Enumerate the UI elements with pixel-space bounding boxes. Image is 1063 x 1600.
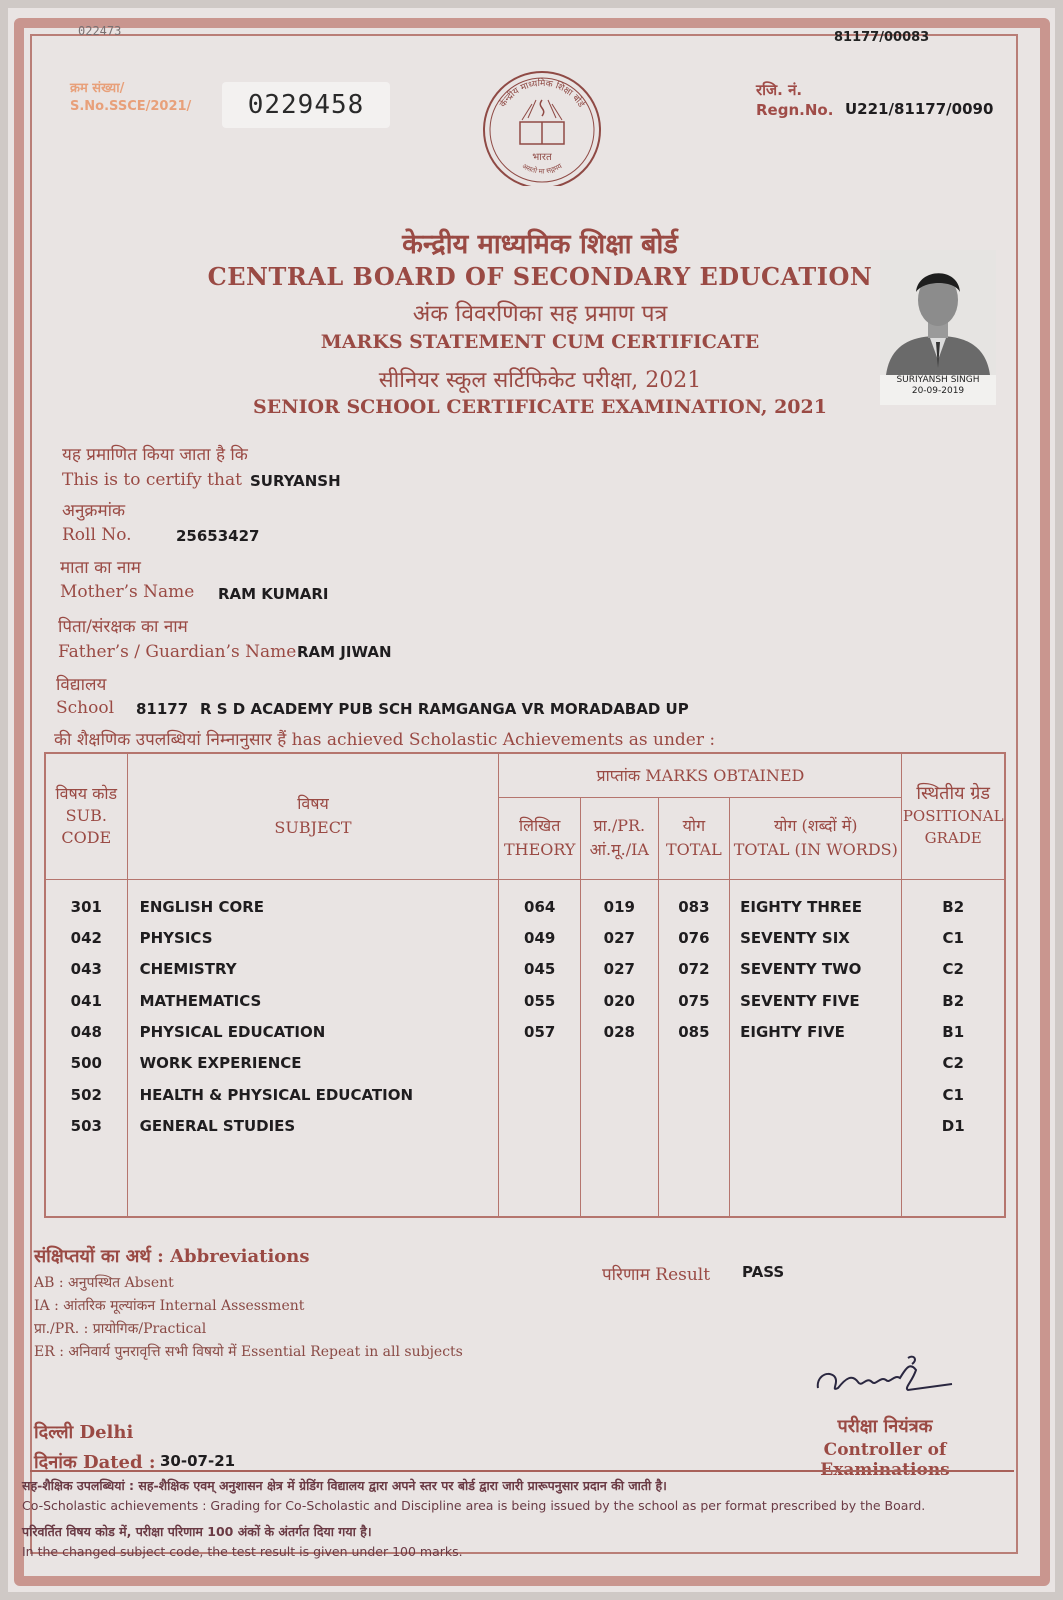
roll-number: 25653427 [176, 527, 260, 545]
total-in-words: SEVENTY FIVE [740, 991, 860, 1010]
positional-grade: B2 [942, 897, 965, 916]
mother-label-hi: माता का नाम [60, 558, 141, 578]
top-left-code: 022473 [78, 24, 122, 38]
practical-column [581, 879, 659, 1217]
total-marks: 076 [678, 928, 710, 947]
subject-name: MATHEMATICS [139, 991, 262, 1010]
positional-grade: C2 [942, 1054, 964, 1073]
result-value: PASS [742, 1263, 785, 1281]
footer-line: सह-शैक्षिक उपलब्धियां : सह-शैक्षिक एवम् अनुशासन क्षेत्र में ग्रेडिंग विद्यालय द्वारा अपने स्तर पर बोर्ड द्वारा जारी प्रारूपनुसार प्रदान की जाती है। [22, 1478, 667, 1493]
abbreviation-item: प्रा./PR. : प्रायोगिक/Practical [34, 1321, 207, 1337]
positional-grade: D1 [941, 1117, 965, 1136]
footer-line: Co-Scholastic achievements : Grading for Co-Scholastic and Discipline area is being issued by the school as per format prescribed by the Board. [22, 1498, 926, 1513]
place-label: दिल्ली Delhi [34, 1422, 134, 1443]
candidate-name: SURYANSH [250, 472, 341, 490]
certify-label-hi: यह प्रमाणित किया जाता है कि [62, 445, 248, 465]
code-header-en2: CODE [61, 828, 112, 848]
subject-name: PHYSICAL EDUCATION [139, 1023, 326, 1042]
total-header-en: TOTAL [665, 840, 722, 859]
mother-name: RAM KUMARI [218, 585, 329, 603]
practical-header-en: आं.मू./IA [589, 840, 649, 859]
positional-grade: C1 [942, 1085, 964, 1104]
school-label-hi: विद्यालय [56, 675, 107, 695]
top-right-code: 81177/00083 [834, 30, 930, 45]
school-code: 81177 [136, 700, 189, 718]
subject-code: 301 [70, 897, 102, 916]
abbreviation-item: ER : अनिवार्य पुनरावृत्ति सभी विषयो में Essential Repeat in all subjects [34, 1344, 463, 1360]
controller-title-en: Controller of Examinations [820, 1440, 950, 1480]
theory-column [499, 879, 581, 1217]
practical-marks: 020 [603, 991, 635, 1010]
subject-name: PHYSICS [139, 928, 213, 947]
candidate-photo [880, 250, 996, 405]
subject-code: 500 [70, 1054, 102, 1073]
marks-body-row [45, 879, 1005, 1217]
subject-code: 043 [70, 960, 102, 979]
controller-signature [812, 1348, 962, 1404]
father-label-hi: पिता/संरक्षक का नाम [58, 617, 188, 637]
abbreviation-item: AB : अनुपस्थित Absent [34, 1275, 174, 1291]
theory-header-hi: लिखित [519, 816, 561, 835]
total-in-words: SEVENTY SIX [740, 928, 850, 947]
footer-divider [30, 1470, 1014, 1472]
regn-number: U221/81177/0090 [845, 100, 994, 118]
father-label-en: Father’s / Guardian’s Name [58, 642, 297, 662]
exam-title-hi: सीनियर स्कूल सर्टिफिकेट परीक्षा, 2021 [378, 368, 702, 393]
subject-name: HEALTH & PHYSICAL EDUCATION [139, 1085, 414, 1104]
col-header-total [658, 797, 730, 879]
total-in-words: SEVENTY TWO [740, 960, 862, 979]
document-title-hi: अंक विवरणिका सह प्रमाण पत्र [412, 301, 668, 327]
subject-code: 503 [70, 1117, 102, 1136]
document-title-en: MARKS STATEMENT CUM CERTIFICATE [320, 331, 760, 353]
positional-grade: B2 [942, 991, 965, 1010]
cbse-emblem-icon [476, 70, 608, 186]
code-header-en1: SUB. [65, 806, 107, 826]
code-header-hi: विषय कोड [55, 784, 118, 804]
subject-column [127, 879, 499, 1217]
col-header-subject [127, 753, 499, 879]
code-column [45, 879, 127, 1217]
achievements-hi: की शैक्षणिक उपलब्धियां निम्नानुसार हैं [54, 730, 287, 750]
theory-marks: 055 [524, 991, 556, 1010]
theory-marks: 057 [524, 1023, 556, 1042]
practical-marks: 019 [603, 897, 635, 916]
practical-header-hi: प्रा./PR. [593, 816, 646, 835]
grade-header-en2: GRADE [924, 829, 982, 848]
emblem-motto: असतो मा सद्गमय [520, 162, 564, 176]
subject-name: GENERAL STUDIES [139, 1117, 296, 1136]
regn-label-hi: रजि. नं. [756, 81, 803, 99]
col-header-code [45, 753, 127, 879]
regn-label [756, 80, 833, 120]
emblem-bottom-text: भारत [532, 152, 552, 163]
practical-marks: 027 [603, 960, 635, 979]
total-header-hi: योग [682, 816, 706, 835]
practical-marks: 028 [603, 1023, 635, 1042]
issue-date: 30-07-21 [160, 1452, 236, 1470]
subject-code: 042 [70, 928, 102, 947]
total-in-words: EIGHTY THREE [740, 897, 862, 916]
total-in-words: EIGHTY FIVE [740, 1023, 845, 1042]
result-label: परिणाम Result [602, 1265, 711, 1285]
photo-caption-name: SURIYANSH SINGH [896, 375, 980, 385]
roll-label-hi: अनुक्रमांक [62, 501, 126, 521]
footer-notes [22, 1476, 1016, 1562]
col-header-grade [902, 753, 1005, 879]
theory-marks: 045 [524, 960, 556, 979]
school-name: R S D ACADEMY PUB SCH RAMGANGA VR MORADABAD UP [200, 700, 689, 718]
board-name-en: CENTRAL BOARD OF SECONDARY EDUCATION [207, 262, 873, 291]
positional-grade: C1 [942, 928, 964, 947]
abbreviations-list [34, 1272, 463, 1364]
total-marks: 083 [678, 897, 710, 916]
subject-code: 041 [70, 991, 102, 1010]
theory-header-en: THEORY [503, 840, 576, 859]
total-column [658, 879, 730, 1217]
subject-header-en: SUBJECT [274, 818, 352, 838]
photo-caption-date: 20-09-2019 [911, 386, 965, 396]
abbreviation-item: IA : आंतरिक मूल्यांकन Internal Assessment [34, 1298, 305, 1314]
serial-number: 0229458 [222, 82, 390, 128]
subject-name: WORK EXPERIENCE [139, 1054, 302, 1073]
candidate-portrait [880, 250, 996, 375]
col-header-total-words [730, 797, 902, 879]
footer-line: परिवर्तित विषय कोड में, परीक्षा परिणाम 100 अंकों के अंतर्गत दिया गया है। [22, 1524, 372, 1539]
theory-marks: 049 [524, 928, 556, 947]
subject-header-hi: विषय [297, 794, 329, 814]
regn-label-en: Regn.No. [756, 101, 834, 119]
board-name-hi: केन्द्रीय माध्यमिक शिक्षा बोर्ड [402, 229, 678, 260]
exam-title-en: SENIOR SCHOOL CERTIFICATE EXAMINATION, 2021 [253, 396, 827, 418]
subject-code: 502 [70, 1085, 102, 1104]
grade-header-en1: POSITIONAL [902, 807, 1004, 826]
total-marks: 085 [678, 1023, 710, 1042]
grade-column [902, 879, 1005, 1217]
positional-grade: B1 [942, 1023, 965, 1042]
grade-header-hi: स्थितीय ग्रेड [916, 783, 991, 805]
emblem-ring-text: केन्द्रीय माध्यमिक शिक्षा बोर्ड [498, 78, 586, 110]
serial-label-hi: क्रम संख्या/ [70, 81, 125, 96]
abbreviations-title: संक्षिप्तयों का अर्थ : Abbreviations [34, 1246, 310, 1267]
theory-marks: 064 [524, 897, 556, 916]
col-header-practical [581, 797, 659, 879]
achievements-line [54, 727, 715, 750]
positional-grade: C2 [942, 960, 964, 979]
serial-label-en: S.No.SSCE/2021/ [70, 99, 192, 114]
certify-label-en: This is to certify that [62, 470, 242, 490]
total-words-column [730, 879, 902, 1217]
subject-name: CHEMISTRY [139, 960, 237, 979]
father-name: RAM JIWAN [297, 643, 392, 661]
total-marks: 072 [678, 960, 710, 979]
svg-text:असतो मा सद्गमय [521, 162, 565, 176]
subject-code: 048 [70, 1023, 102, 1042]
controller-title-hi: परीक्षा नियंत्रक [837, 1416, 933, 1437]
mother-label-en: Mother’s Name [60, 582, 195, 602]
marks-obtained-header: प्राप्तांक MARKS OBTAINED [499, 753, 902, 797]
total-marks: 075 [678, 991, 710, 1010]
achievements-en: has achieved Scholastic Achievements as under : [291, 730, 716, 750]
date-label: दिनांक Dated : [34, 1452, 156, 1473]
roll-label-en: Roll No. [62, 525, 132, 545]
footer-line: In the changed subject code, the test result is given under 100 marks. [22, 1544, 463, 1559]
school-label-en: School [56, 698, 115, 718]
words-header-hi: योग (शब्दों में) [774, 816, 858, 835]
col-header-theory [499, 797, 581, 879]
serial-label [70, 80, 191, 116]
words-header-en: TOTAL (IN WORDS) [733, 840, 898, 859]
practical-marks: 027 [603, 928, 635, 947]
marks-table [44, 752, 1006, 1218]
subject-name: ENGLISH CORE [139, 897, 264, 916]
